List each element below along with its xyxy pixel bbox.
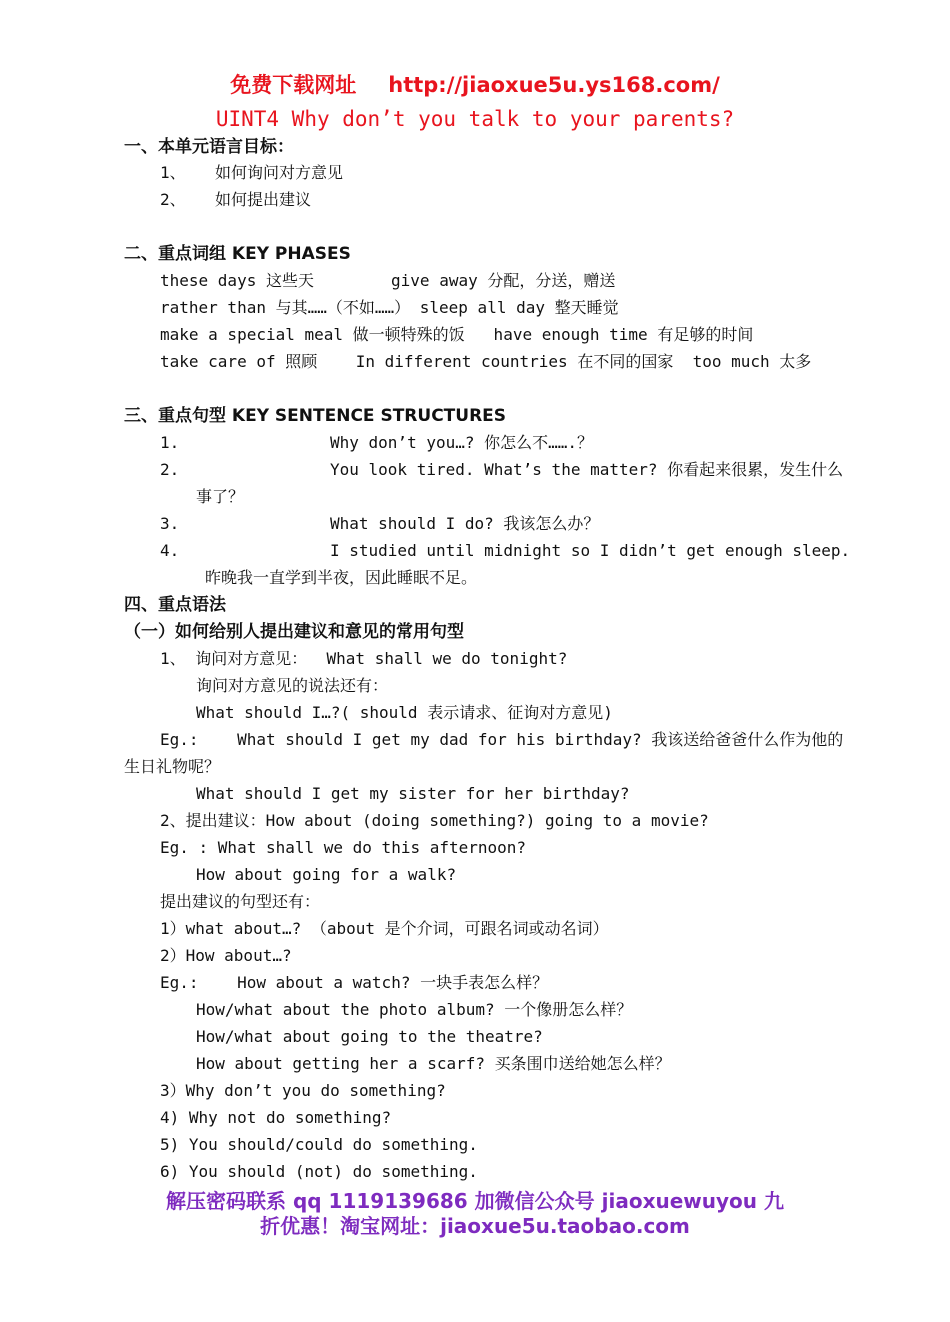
grammar-line: 询问对方意见的说法还有： <box>196 676 389 695</box>
phrase-row: make a special meal 做一顿特殊的饭 have enough time 有足够的时间 <box>160 325 754 344</box>
grammar-line: 1）what about…? （about 是个介词，可跟名词或动名词） <box>160 919 609 938</box>
grammar-line: How about getting her a scarf? 买条围巾送给她怎么样？ <box>196 1054 671 1073</box>
grammar-line: What should I get my sister for her birthday? <box>196 784 630 803</box>
download-label: 免费下载网址 <box>230 73 357 97</box>
section3-heading: 三、重点句型 KEY SENTENCE STRUCTURES <box>124 406 507 426</box>
section4-heading: 四、重点语法 <box>124 595 226 615</box>
grammar-line: How/what about the photo album? 一个像册怎么样？ <box>196 1000 633 1019</box>
grammar-line: 2）How about…? <box>160 946 292 965</box>
download-url-link[interactable]: http://jiaoxue5u.ys168.com/ <box>388 73 720 97</box>
sentence-continuation: 昨晚我一直学到半夜，因此睡眠不足。 <box>205 568 478 587</box>
grammar-line: 3）Why don’t you do something? <box>160 1081 446 1100</box>
footer-taobao-line: 折优惠！淘宝网址：jiaoxue5u.taobao.com <box>260 1214 690 1238</box>
phrase-row: these days 这些天 give away 分配，分送，赠送 <box>160 271 616 290</box>
grammar-line: Eg.: What should I get my dad for his birthday? 我该送给爸爸什么作为他的 <box>160 730 844 749</box>
sentence-item: 3. What should I do? 我该怎么办？ <box>160 514 600 533</box>
section1-item: 1、 如何询问对方意见 <box>160 163 344 182</box>
phrase-row: rather than 与其……（不如……） sleep all day 整天睡觉 <box>160 298 619 317</box>
sentence-continuation: 事了？ <box>196 487 245 506</box>
grammar-line: 2、提出建议：How about (doing something?) going to a movie? <box>160 811 709 830</box>
grammar-line: 生日礼物呢？ <box>124 757 221 776</box>
unit-title: UINT4 Why don’t you talk to your parents? <box>215 107 735 131</box>
section4-subheading: （一）如何给别人提出建议和意见的常用句型 <box>124 622 464 642</box>
sentence-item: 2. You look tired. What’s the matter? 你看起来很累，发生什么 <box>160 460 844 479</box>
section1-item: 2、 如何提出建议 <box>160 190 312 209</box>
section1-heading: 一、本单元语言目标： <box>124 137 294 157</box>
grammar-line: 4) Why not do something? <box>160 1108 392 1127</box>
grammar-line: How/what about going to the theatre? <box>196 1027 543 1046</box>
download-header <box>0 74 950 99</box>
section2-heading: 二、重点词组 KEY PHASES <box>124 244 351 264</box>
grammar-line: 提出建议的句型还有： <box>160 892 321 911</box>
grammar-line: 5) You should/could do something. <box>160 1135 478 1154</box>
footer-contact-line: 解压密码联系 qq 1119139686 加微信公众号 jiaoxuewuyou 九 <box>166 1189 784 1213</box>
grammar-line: What should I…?( should 表示请求、征询对方意见) <box>196 703 613 722</box>
sentence-item: 4. I studied until midnight so I didn’t get enough sleep. <box>160 541 851 560</box>
grammar-line: 6) You should (not) do something. <box>160 1162 478 1181</box>
grammar-line: Eg. : What shall we do this afternoon? <box>160 838 527 857</box>
sentence-item: 1. Why don’t you…? 你怎么不…….？ <box>160 433 594 452</box>
phrase-row: take care of 照顾 In different countries 在不同的国家 too much 太多 <box>160 352 812 371</box>
grammar-line: 1、 询问对方意见： What shall we do tonight? <box>160 649 568 668</box>
grammar-line: Eg.: How about a watch? 一块手表怎么样？ <box>160 973 549 992</box>
grammar-line: How about going for a walk? <box>196 865 457 884</box>
